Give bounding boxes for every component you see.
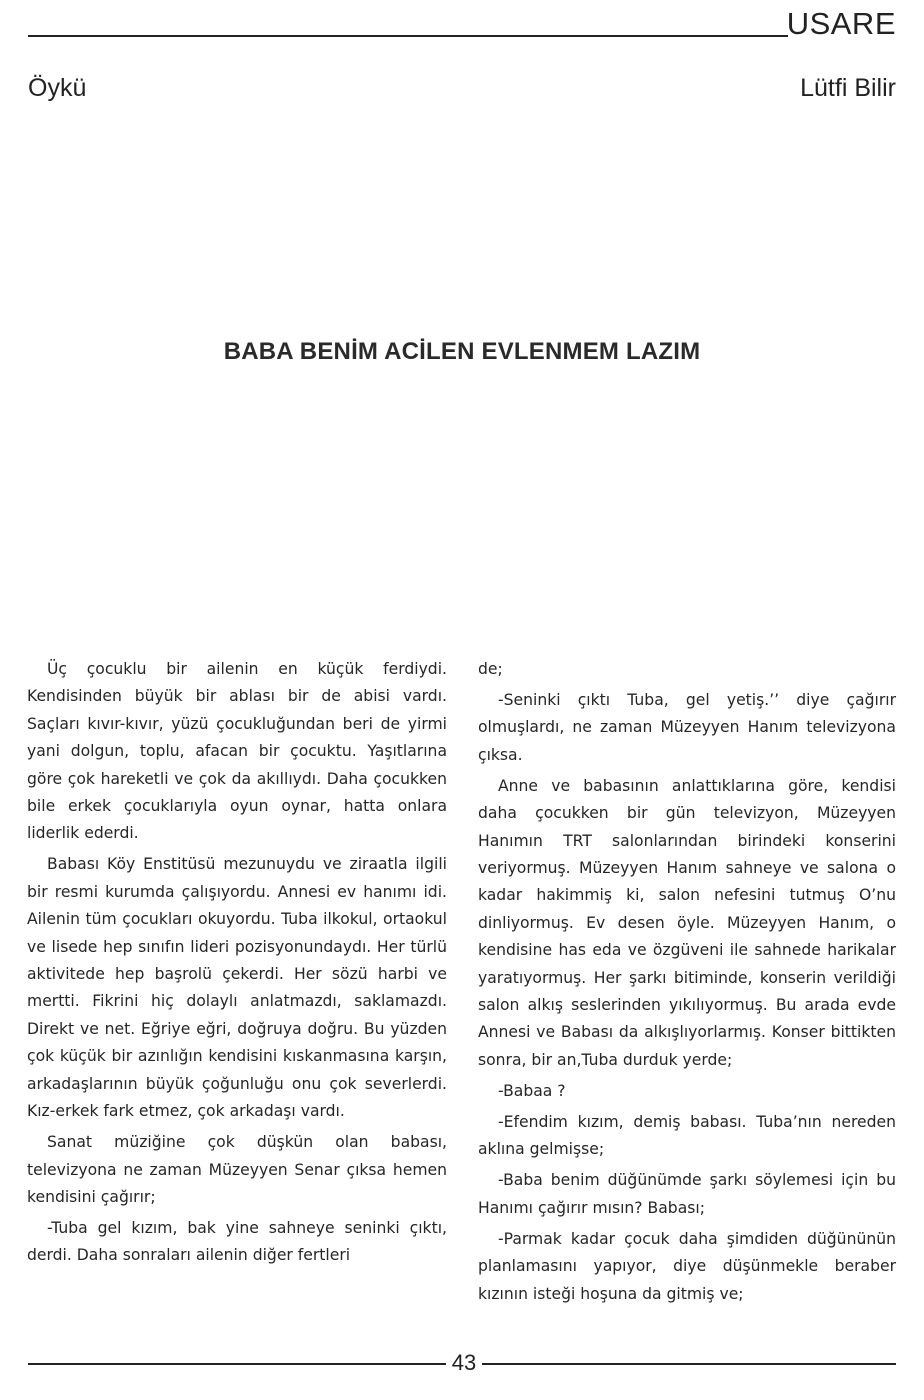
footer-rule-right	[482, 1363, 896, 1365]
header-rule	[28, 35, 788, 37]
author-name: Lütfi Bilir	[800, 74, 896, 102]
paragraph: Anne ve babasının anlattıklarına göre, kendisi daha çocukken bir gün televizyon, Müzeyyen Hanımın TRT salonlarından birindeki konserini veriyormuş. Müzeyyen Hanım sahneye ve salona o kadar hakimmiş ki, salon nefesini tutmuş O’nu dinliyormuş. Ev desen öyle. Müzeyyen Hanım, o kendisine has eda ve özgüveni ile sahnede harikalar yaratıyormuş. Her şarkı bitiminde, konserin verildiği salon alkış seslerinden yıkılıyormuş. Bu arada evde Annesi ve Babası da alkışlıyorlarmış. Konser bittikten sonra, bir an,Tuba durduk yerde;	[478, 776, 896, 1069]
left-column	[27, 656, 447, 1273]
paragraph: -Tuba gel kızım, bak yine sahneye seninki çıktı, derdi. Daha sonraları ailenin diğer fertleri	[27, 1218, 447, 1265]
paragraph: Üç çocuklu bir ailenin en küçük ferdiydi. Kendisinden büyük bir ablası bir de abisi vardı. Saçları kıvır-kıvır, yüzü çocukluğundan beri de yirmi yani dolgun, toplu, afacan bir çocuktu. Yaşıtlarına göre çok hareketli ve çok da akıllıydı. Daha çocukken bile erkek çocuklarıyla oyun oynar, hatta onlara liderlik ederdi.	[27, 660, 447, 843]
right-column	[478, 656, 896, 1312]
paragraph: -Efendim kızım, demiş babası. Tuba’nın nereden aklına gelmişse;	[478, 1112, 896, 1159]
page-number: 43	[451, 1350, 477, 1375]
paragraph: -Babaa ?	[498, 1081, 566, 1100]
category-label: Öykü	[28, 74, 87, 102]
footer-rule-left	[28, 1363, 446, 1365]
paragraph: -Seninki çıktı Tuba, gel yetiş.’’ diye çağırır olmuşlardı, ne zaman Müzeyyen Hanım televizyona çıksa.	[478, 691, 896, 764]
paragraph: -Baba benim düğünümde şarkı söylemesi için bu Hanımı çağırır mısın? Babası;	[478, 1171, 896, 1217]
paragraph-continuation: de;	[478, 660, 503, 678]
story-title: BABA BENİM ACİLEN EVLENMEM LAZIM	[223, 338, 701, 365]
paragraph: Babası Köy Enstitüsü mezunuydu ve ziraatla ilgili bir resmi kurumda çalışıyordu. Annesi ev hanımı idi. Ailenin tüm çocukları okuyordu. Tuba ilkokul, ortaokul ve lisede hep sınıfın lideri pozisyonundaydı. Her türlü aktivitede hep başrolü çekerdi. Her sözü harbi ve mertti. Fikrini hiç dolaylı anlatmazdı, saklamazdı. Direkt ve net. Eğriye eğri, doğruya doğru. Bu yüzden çok küçük bir azınlığın kendisini kıskanmasına karşın, arkadaşlarının büyük çoğunluğu onu çok severlerdi. Kız-erkek fark etmez, çok arkadaşı vardı.	[27, 855, 447, 1121]
paragraph: -Parmak kadar çocuk daha şimdiden düğününün planlamasını yapıyor, diye düşünmekle beraber kızının isteği hoşuna da gitmiş ve;	[478, 1229, 896, 1303]
journal-name: USARE	[786, 6, 896, 41]
paragraph: Sanat müziğine çok düşkün olan babası, televizyona ne zaman Müzeyyen Senar çıksa hemen kendisini çağırır;	[27, 1133, 447, 1206]
